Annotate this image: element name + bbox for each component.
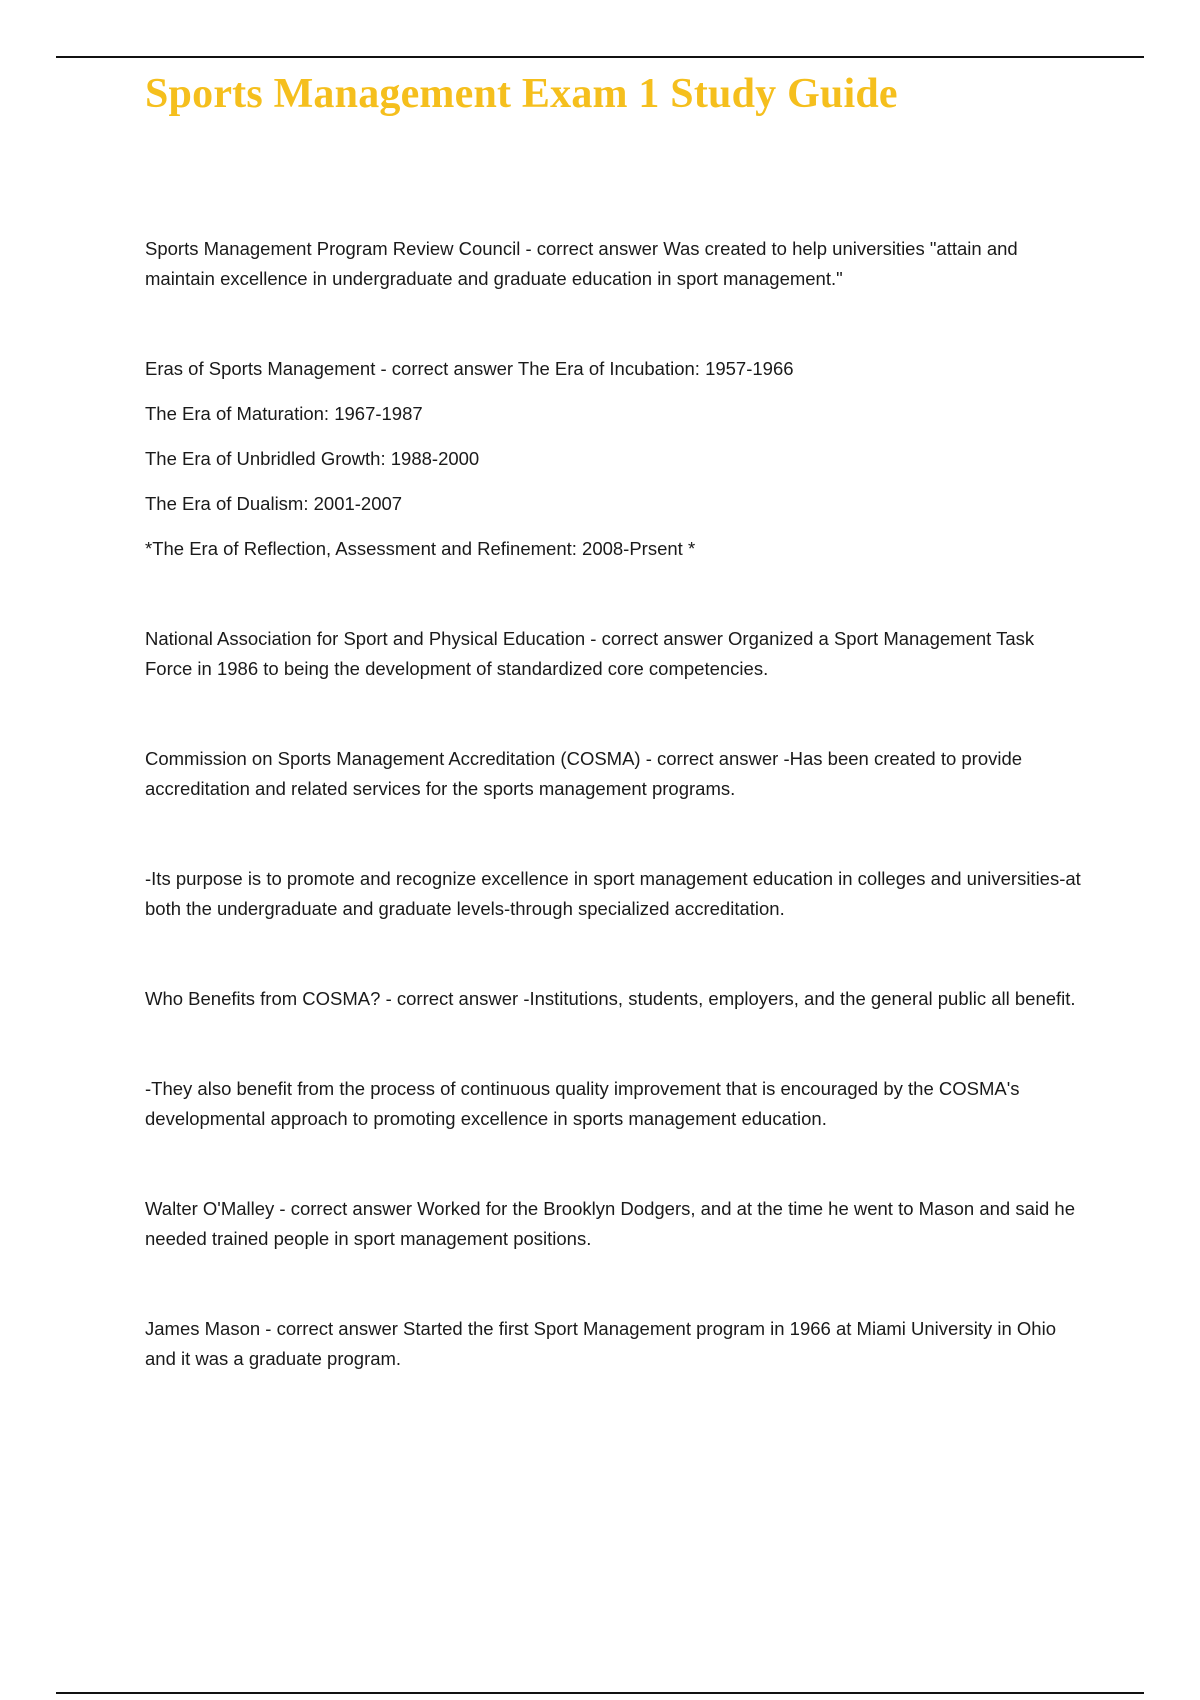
page-title: Sports Management Exam 1 Study Guide — [145, 71, 898, 117]
entry-cosma-improvement: -They also benefit from the process of continuous quality improvement that is encouraged by the COSMA's developmental approach to promoting excellence in sports management education. — [145, 1078, 1020, 1129]
top-divider — [56, 56, 1144, 58]
entry-naspe: National Association for Sport and Physical Education - correct answer Organized a Sport Management Task Force in 1986 to being the development of standardized core competencies. — [145, 628, 1035, 679]
entry-era-unbridled-growth: The Era of Unbridled Growth: 1988-2000 — [145, 448, 480, 469]
entry-era-maturation: The Era of Maturation: 1967-1987 — [145, 403, 423, 424]
entry-cosma: Commission on Sports Management Accreditation (COSMA) - correct answer -Has been created to provide accreditation and related services for the sports management programs. — [145, 748, 1023, 799]
bottom-divider — [56, 1692, 1144, 1694]
entry-era-dualism: The Era of Dualism: 2001-2007 — [145, 493, 403, 514]
entry-program-review-council: Sports Management Program Review Council - correct answer Was created to help universities "attain and maintain excellence in undergraduate and graduate education in sport management." — [145, 238, 1018, 289]
entry-cosma-purpose: -Its purpose is to promote and recognize excellence in sport management education in colleges and universities-at both the undergraduate and graduate levels-through specialized accreditation. — [145, 868, 1081, 919]
entry-era-reflection: *The Era of Reflection, Assessment and Refinement: 2008-Prsent * — [145, 538, 696, 559]
entry-eras-incubation: Eras of Sports Management - correct answer The Era of Incubation: 1957-1966 — [145, 358, 794, 379]
study-guide-body — [145, 234, 1085, 1374]
entry-james-mason: James Mason - correct answer Started the first Sport Management program in 1966 at Miami University in Ohio and it was a graduate program. — [145, 1318, 1056, 1369]
entry-walter-omalley: Walter O'Malley - correct answer Worked for the Brooklyn Dodgers, and at the time he went to Mason and said he needed trained people in sport management positions. — [145, 1198, 1075, 1249]
entry-cosma-benefits: Who Benefits from COSMA? - correct answer -Institutions, students, employers, and the general public all benefit. — [145, 988, 1076, 1009]
